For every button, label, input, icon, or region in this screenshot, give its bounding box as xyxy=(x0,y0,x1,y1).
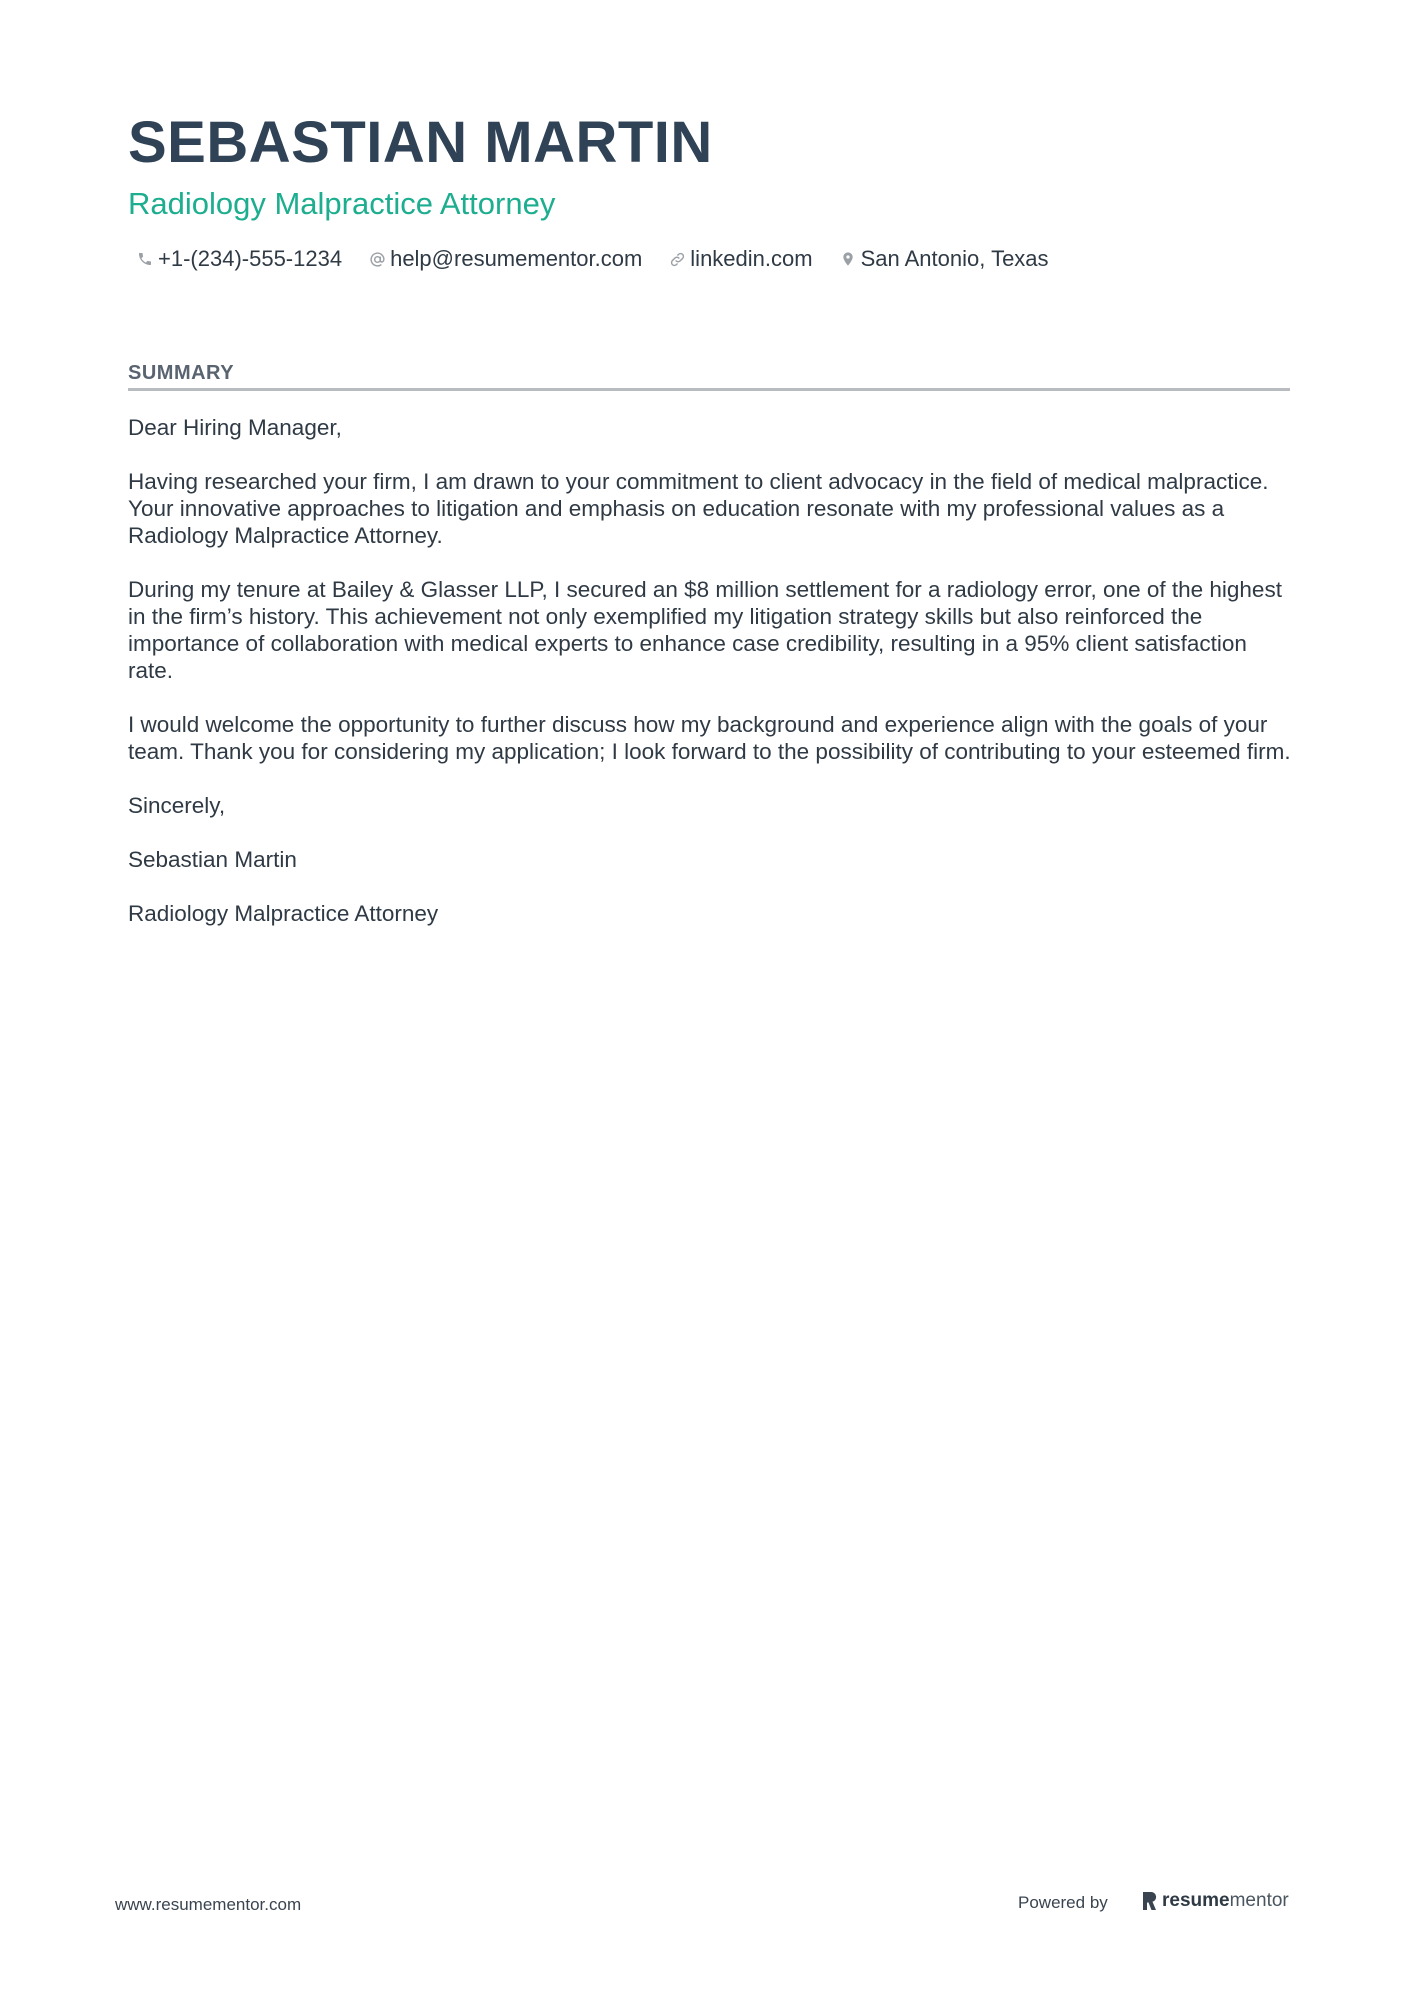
letter-paragraph: I would welcome the opportunity to further discuss how my background and experience align with the goals of your team. Thank you for considering my application; I look forward to the possibility of contributing to your esteemed firm. xyxy=(128,712,1291,764)
contact-location-text: San Antonio, Texas xyxy=(860,246,1049,271)
letter-body xyxy=(128,414,1293,954)
at-icon xyxy=(368,250,386,268)
contact-linkedin-text: linkedin.com xyxy=(690,246,813,271)
resumementor-logo-icon xyxy=(1141,1890,1158,1912)
contact-phone xyxy=(136,244,342,274)
letter-closing: Sincerely, xyxy=(128,793,226,818)
signature-title: Radiology Malpractice Attorney xyxy=(128,901,439,926)
contact-bar xyxy=(136,244,1075,274)
contact-location xyxy=(839,244,1049,274)
powered-by-label: Powered by xyxy=(1018,1893,1108,1912)
letter-paragraph: Having researched your firm, I am drawn to your commitment to client advocacy in the field of medical malpractice. Your innovative approaches to litigation and emphasis on education resonate with my professional values as a Radiology Malpractice Attorney. xyxy=(128,469,1269,548)
footer-url[interactable]: www.resumementor.com xyxy=(115,1895,302,1914)
letter-greeting: Dear Hiring Manager, xyxy=(128,415,342,440)
section-heading-summary: SUMMARY xyxy=(128,360,1290,391)
link-icon xyxy=(668,250,686,268)
candidate-name: SEBASTIAN MARTIN xyxy=(128,110,713,175)
contact-email[interactable] xyxy=(368,244,642,274)
contact-email-text: help@resumementor.com xyxy=(390,246,643,271)
phone-icon xyxy=(136,250,154,268)
location-pin-icon xyxy=(839,250,857,268)
brand-name-part1: resume xyxy=(1162,1890,1230,1911)
brand-name-part2: mentor xyxy=(1229,1890,1289,1911)
letter-paragraph: During my tenure at Bailey & Glasser LLP, I secured an $8 million settlement for a radiology error, one of the highest in the firm’s history. This achievement not only exemplified my litigation strategy skills but also reinforced the importance of collaboration with medical experts to enhance case credibility, resulting in a 95% client satisfaction rate. xyxy=(128,577,1282,683)
signature-name: Sebastian Martin xyxy=(128,847,297,872)
brand-logo[interactable] xyxy=(1141,1888,1289,1914)
contact-linkedin[interactable] xyxy=(668,244,812,274)
candidate-title: Radiology Malpractice Attorney xyxy=(128,186,556,221)
contact-phone-text: +1-(234)-555-1234 xyxy=(158,246,343,271)
